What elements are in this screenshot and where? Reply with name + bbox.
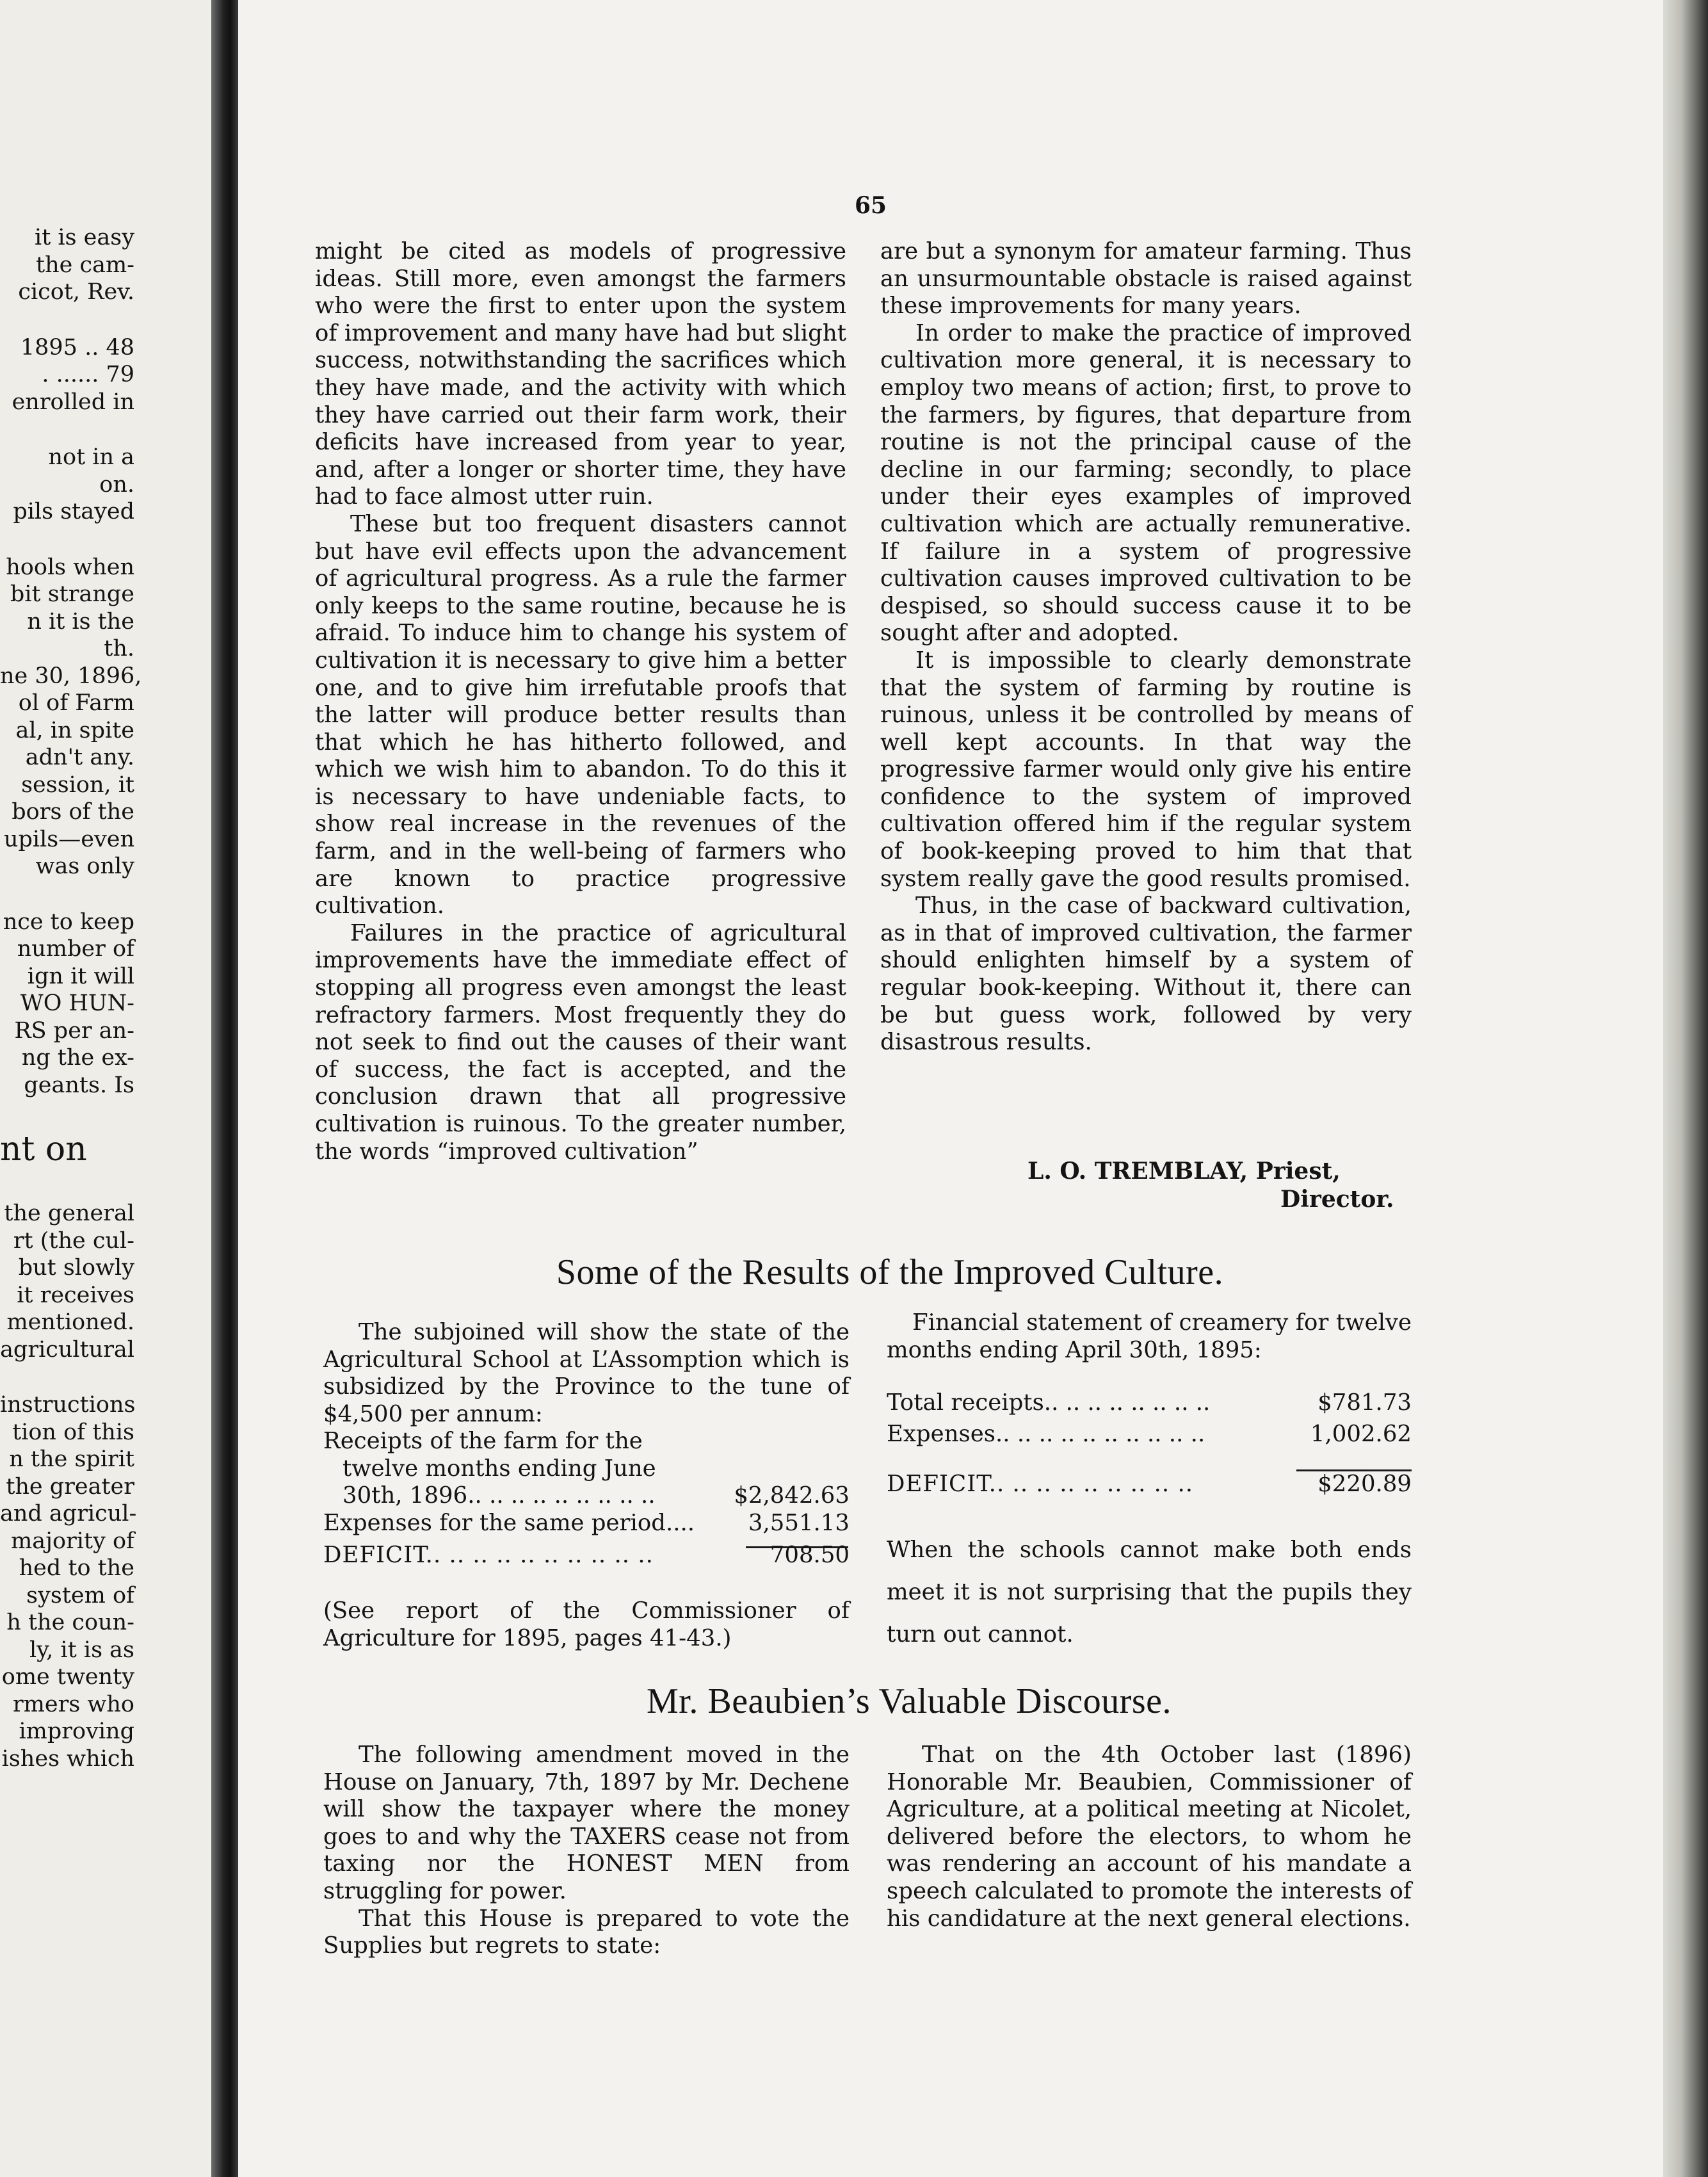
left-page-line: it receives [17,1282,134,1308]
left-page-line [0,1172,134,1200]
left-page-line: session, it [21,772,134,798]
left-page-line: instructions [0,1392,136,1418]
left-page-line: ome twenty [1,1664,134,1690]
signature-title: Director. [1280,1186,1394,1213]
signature-name: L. O. TREMBLAY, Priest, [1027,1158,1341,1185]
left-page-line: the cam- [36,252,134,278]
left-page-line: ol of Farm [18,690,134,716]
left-page-line: n the spirit [9,1446,134,1472]
ledger-row [323,1542,850,1569]
left-page-line: number of [17,936,134,962]
left-page-line: RS per an- [14,1017,134,1044]
left-page-line: hools when [6,554,134,580]
page-edge [1663,0,1708,2177]
left-page-line: tion of this [12,1419,134,1445]
left-page-line: but slowly [18,1255,134,1281]
left-page-line: ign it will [27,963,134,989]
left-page-line [0,416,134,444]
left-page-line [0,306,134,334]
left-page-line: al, in spite [15,717,134,743]
paragraph: That this House is prepared to vote the Supplies but regrets to state: [323,1905,850,1959]
ledger-amount: 1,002.62 [1310,1420,1412,1447]
paragraph: The following amendment moved in the House on January, 7th, 1897 by Mr. Dechene will show the taxpayer where the money goes to and why the TAXERS cease not from taxing nor the HONEST MEN from struggling for power. [323,1742,850,1904]
left-page-line: ne 30, 1896, [0,663,142,689]
left-page-line: bors of the [12,799,134,825]
left-page-line: WO HUN- [20,991,134,1016]
ledger-label: DEFICIT.. .. .. .. .. .. .. .. .. .. [323,1542,654,1569]
ledger-row [323,1428,850,1455]
left-page-line: geants. Is [24,1072,134,1098]
paragraph: These but too frequent disasters cannot but have evil effects upon the advancement of agricultural progress. As a rule the farmer only keeps to the same routine, because he is afraid. To induce him to change his system of cultivation it is necessary to give him a better one, and to give him irrefutable proofs that the latter will produce better results than that which he has hitherto followed, and which we wish him to abandon. To do this it is necessary to have undeniable facts, to show real increase in the revenues of the farm, and in the well-being of farmers who are known to practice progressive cultivation. [315,510,846,919]
ledger-amount: $220.89 [1317,1471,1412,1498]
left-page-line: rmers who [12,1691,134,1717]
left-page-line [0,880,134,909]
ledger-amount: 3,551.13 [748,1509,850,1536]
paragraph: The subjoined will show the state of the Agricultural School at L’Assomption which is subsidized by the Province to the tune of $4,500 per annum: [323,1319,850,1427]
creamery-title: Financial statement of creamery for twelve months ending April 30th, 1895: [887,1309,1412,1363]
left-page-line: n it is the [27,608,134,635]
ledger-row [323,1482,850,1510]
left-page-line [0,526,134,554]
ledger-amount: $781.73 [1317,1389,1412,1416]
text-column-right [880,238,1412,1056]
left-page-line: majority of [11,1528,134,1554]
left-page-line: the greater [6,1473,134,1500]
section-heading-discourse: Mr. Beaubien’s Valuable Discourse. [646,1681,1172,1721]
ledger-row [323,1510,850,1537]
left-page-fragment [0,0,211,2177]
ledger-amount: 708.50 [769,1542,850,1569]
paragraph: In order to make the practice of improved cultivation more general, it is necessary to employ two means of action; first, to prove to the farmers, by figures, that departure from routine is not the principal cause of the decline in our farming; secondly, to place under their eyes examples of improved cultivation which are actually remunerative. If failure in a system of progressive cultivation causes improved cultivation to be despised, so should success cause it to be sought after and adopted. [880,320,1412,647]
ledger-row [887,1389,1412,1417]
ledger-row [887,1421,1412,1448]
left-page-line: was only [35,854,134,879]
left-page-line: on. [99,471,134,498]
left-page-line: h the coun- [6,1610,134,1635]
left-page-text [0,224,142,1772]
left-page-line: improving [19,1719,134,1744]
left-page-line: adn't any. [25,745,134,770]
left-page-line: 1895 .. 48 [20,334,134,360]
paragraph: are but a synonym for amateur farming. Thus an unsurmountable obstacle is raised against these improvements for many years. [880,238,1412,320]
left-page-line: ly, it is as [29,1637,134,1663]
left-page-line: upils—even [3,826,134,852]
ledger-amount: $2,842.63 [734,1482,850,1509]
paragraph: That on the 4th October last (1896) Honorable Mr. Beaubien, Commissioner of Agriculture, at a political meeting at Nicolet, delivered before the electors, to whom he was rendering an account of his mandate a speech calculated to promote the interests of his candidature at the next general elections. [887,1742,1412,1932]
left-page-line: . ...... 79 [42,362,134,387]
left-page-line: system of [26,1582,134,1608]
left-page-line: not in a [48,444,134,470]
ledger-label: Total receipts.. .. .. .. .. .. .. .. [887,1389,1211,1416]
discourse-column-left [323,1742,850,1960]
left-page-line: ng the ex- [21,1045,134,1071]
left-page-line: rt (the cul- [13,1227,134,1254]
left-page-line: hed to the [19,1555,134,1581]
school-intro [323,1319,850,1428]
left-page-line: it is easy [35,225,134,250]
paragraph: might be cited as models of progressive ideas. Still more, even amongst the farmers who were the first to enter upon the system of improvement and many have had but slight success, notwithstanding the sacrifices which they have made, and the activity with which they have carried out their farm work, their deficits have increased from year to year, and, after a longer or shorter time, they have had to face almost utter ruin. [315,238,846,510]
left-page-line [0,1363,134,1391]
left-page-line: cicot, Rev. [18,279,134,305]
ledger-label: Receipts of the farm for the [323,1428,643,1454]
left-page-line: agricultural [0,1336,134,1363]
text-column-left [315,238,846,1165]
paragraph: Thus, in the case of backward cultivation, as in that of improved cultivation, the farmer should enlighten himself by a system of regular book-keeping. Without it, there can be but guess work, followed by very disastrous results. [880,893,1412,1056]
ledger-label: 30th, 1896.. .. .. .. .. .. .. .. .. [342,1482,656,1509]
left-page-line: nt on [0,1130,87,1169]
left-page-line [0,1099,134,1127]
left-page-line: pils stayed [13,499,134,524]
ledger-label: Expenses for the same period.... [323,1509,695,1536]
school-financial-statement [323,1428,850,1569]
ledger-label: Expenses.. .. .. .. .. .. .. .. .. .. [887,1420,1205,1447]
section-heading-results: Some of the Results of the Improved Culture. [556,1252,1224,1292]
page-number: 65 [854,192,887,219]
ledger-row [323,1455,850,1483]
paragraph: Failures in the practice of agricultural improvements have the immediate effect of stopping all progress even amongst the least refractory farmers. Most frequently they do not seek to find out the causes of their want of success, the fact is accepted, and the conclusion drawn that all progressive cultivation is ruinous. To the greater number, the words “improved cultivation” [315,919,846,1165]
paragraph: It is impossible to clearly demonstrate that the system of farming by routine is ruinous, unless it be controlled by means of well kept accounts. In that way the progressive farmer would only give his entire confidence to the system of improved cultivation offered him if the regular system of book-keeping proved to him that that system really gave the good results promised. [880,647,1412,892]
left-page-line: mentioned. [6,1309,134,1335]
creamery-financial-statement [887,1309,1412,1498]
left-page-line: ishes which [1,1745,134,1772]
left-page-line: and agricul- [0,1501,137,1526]
creamery-note: When the schools cannot make both ends meet it is not surprising that the pupils they turn out cannot. [887,1537,1412,1647]
discourse-column-right [887,1742,1412,1932]
left-page-line: nce to keep [3,909,134,935]
left-page-line: the general [4,1201,134,1226]
left-page-line: bit strange [10,581,134,607]
ledger-label: DEFICIT.. .. .. .. .. .. .. .. .. [887,1471,1194,1498]
left-page-line: enrolled in [12,389,134,415]
left-page-line: th. [104,636,134,661]
school-note: (See report of the Commissioner of Agriculture for 1895, pages 41-43.) [323,1598,850,1651]
book-gutter [211,0,238,2177]
ledger-label: twelve months ending June [342,1455,656,1482]
ledger-row [887,1471,1412,1498]
